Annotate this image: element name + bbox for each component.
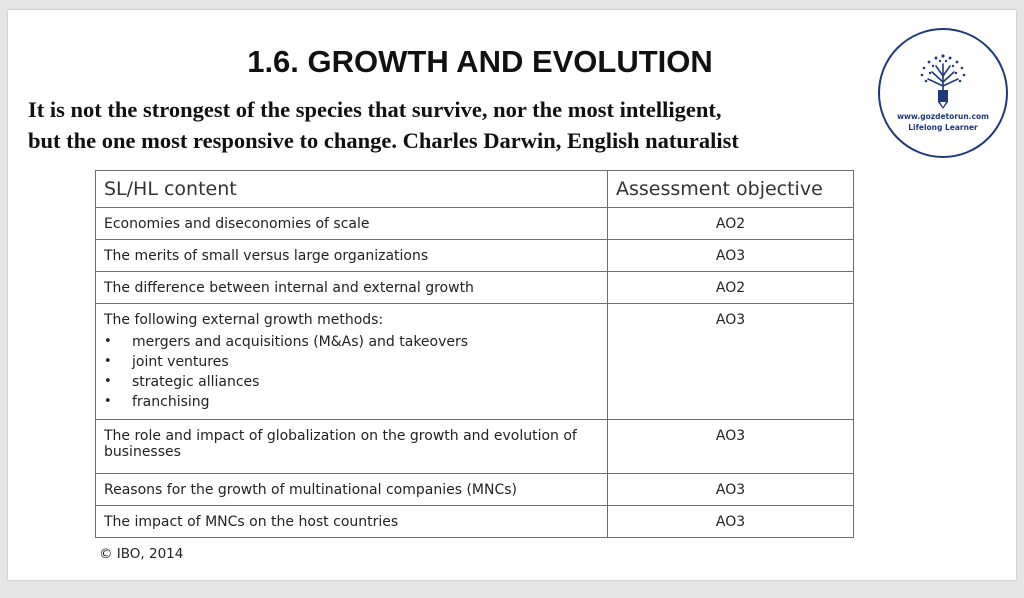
objective-cell: AO3 bbox=[608, 240, 854, 272]
objective-cell: AO3 bbox=[608, 304, 854, 420]
list-item: • mergers and acquisitions (M&As) and takeovers bbox=[104, 332, 599, 352]
table-row bbox=[96, 208, 854, 240]
table-row bbox=[96, 474, 854, 506]
content-cell: The merits of small versus large organizations bbox=[96, 240, 608, 272]
content-cell bbox=[96, 304, 608, 420]
growth-methods-list bbox=[104, 332, 599, 412]
content-cell: Economies and diseconomies of scale bbox=[96, 208, 608, 240]
objective-cell: AO2 bbox=[608, 272, 854, 304]
header-content: SL/HL content bbox=[96, 171, 608, 208]
assessment-table bbox=[95, 170, 854, 538]
logo bbox=[878, 28, 1008, 158]
objective-cell: AO3 bbox=[608, 506, 854, 538]
list-item: • strategic alliances bbox=[104, 372, 599, 392]
table-header-row bbox=[96, 171, 854, 208]
copyright-note: © IBO, 2014 bbox=[99, 546, 184, 562]
objective-cell: AO3 bbox=[608, 474, 854, 506]
content-cell: Reasons for the growth of multinational companies (MNCs) bbox=[96, 474, 608, 506]
content-cell: The impact of MNCs on the host countries bbox=[96, 506, 608, 538]
objective-cell: AO3 bbox=[608, 420, 854, 474]
table-row bbox=[96, 240, 854, 272]
list-item: • joint ventures bbox=[104, 352, 599, 372]
table-row bbox=[96, 272, 854, 304]
content-cell: The difference between internal and external growth bbox=[96, 272, 608, 304]
table-row bbox=[96, 304, 854, 420]
slide-title: 1.6. GROWTH AND EVOLUTION bbox=[247, 44, 713, 79]
table-row bbox=[96, 420, 854, 474]
logo-url: www.gozdetorun.com bbox=[897, 112, 989, 121]
table-row bbox=[96, 506, 854, 538]
list-item: • franchising bbox=[104, 392, 599, 412]
quote-line-1: It is not the strongest of the species that survive, nor the most intelligent, bbox=[28, 97, 722, 122]
quote-line-2: but the one most responsive to change. Charles Darwin, English naturalist bbox=[28, 128, 739, 153]
logo-tagline: Lifelong Learner bbox=[908, 123, 978, 132]
pencil-tree-icon bbox=[916, 52, 970, 110]
objective-cell: AO2 bbox=[608, 208, 854, 240]
growth-methods-intro: The following external growth methods: bbox=[104, 312, 384, 328]
darwin-quote bbox=[28, 94, 848, 156]
header-objective: Assessment objective bbox=[608, 171, 854, 208]
slide bbox=[8, 10, 1016, 580]
content-cell: The role and impact of globalization on the growth and evolution of businesses bbox=[96, 420, 608, 474]
